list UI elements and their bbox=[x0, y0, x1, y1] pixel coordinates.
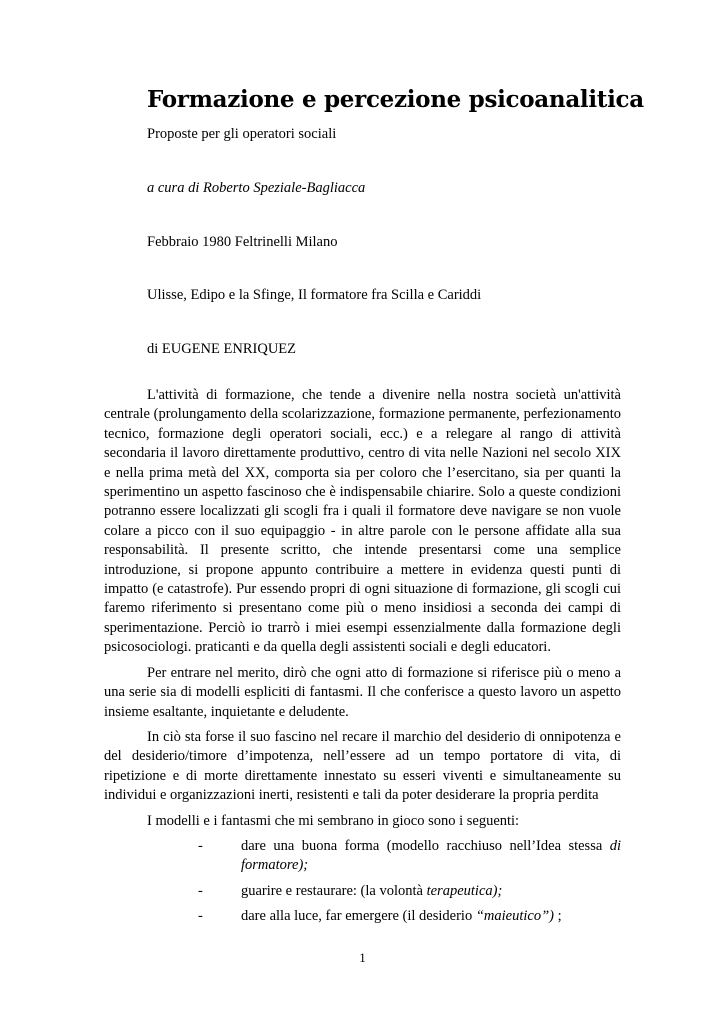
list-dash: - bbox=[198, 882, 203, 899]
editor-line: a cura di Roberto Speziale-Bagliacca bbox=[147, 180, 366, 196]
paragraph: In ciò sta forse il suo fascino nel recare il marchio del desiderio di onnipotenza e del desiderio/timore d’impotenza, nell’essere ad un tempo portatore di vita, di ripetizione e di morte direttamente innestato su esseri viventi e simultaneamente su individui e organizzazioni inerti, resistenti e tali da poter desiderare la propria perdita bbox=[104, 728, 621, 804]
paragraph: L'attività di formazione, che tende a divenire nella nostra società un'attività centrale (prolungamento della scolarizzazione, formazione permanente, perfezionamento tecnico, formazione degli operatori sociali, ecc.) e a relegare al rango di attività secondaria il lavoro direttamente produttivo, centro di vita nelle Nazioni nel secolo XIX e nella prima metà del XX, comporta sia per coloro che l’esercitano, sia per quanti la sperimentino un aspetto fascinoso che è indispensabile chiarire. Solo a queste condizioni potranno essere localizzati gli scogli fra i quali il formatore deve navigare se non vuole colare a picco con il suo equipaggio - in altre parole con le persone affidate alla sua responsabilità. Il presente scritto, che intende presentarsi come una semplice introduzione, si propone appunto contribuire a mettere in evidenza questi punti di impatto (e catastrofe). Pur essendo propri di ogni situazione di formazione, gli scogli cui faremo riferimento si presentano come più o meno insidiosi a seconda dei campi di sperimentazione. Perciò io trarrò i miei esempi essenzialmente dalla formazione degli psicosociologi. praticanti e da quella degli assistenti sociali e degli educatori. bbox=[104, 387, 621, 656]
list-item-italic: terapeutica); bbox=[426, 882, 503, 899]
document-body bbox=[104, 386, 621, 933]
list-item bbox=[104, 907, 621, 926]
author-line: di EUGENE ENRIQUEZ bbox=[147, 341, 297, 357]
paragraph: Per entrare nel merito, dirò che ogni atto di formazione si riferisce più o meno a una serie sia di modelli espliciti di fantasmi. Il che conferisce a questo lavoro un aspetto insieme esaltante, inquietante e deludente. bbox=[104, 664, 621, 720]
list-item-suffix: ; bbox=[553, 908, 562, 925]
list-item-text: guarire e restaurare: (la volontà bbox=[241, 882, 427, 899]
list-item bbox=[104, 837, 621, 876]
list-item bbox=[104, 882, 621, 901]
document-subtitle: Proposte per gli operatori sociali bbox=[147, 126, 337, 142]
chapter-title: Ulisse, Edipo e la Sfinge, Il formatore fra Scilla e Cariddi bbox=[147, 287, 482, 303]
document-title: Formazione e percezione psicoanalitica bbox=[147, 86, 644, 113]
publication-line: Febbraio 1980 Feltrinelli Milano bbox=[147, 234, 338, 250]
list-item-italic: di formatore); bbox=[241, 837, 621, 874]
list-dash: - bbox=[198, 837, 203, 854]
paragraph: I modelli e i fantasmi che mi sembrano in gioco sono i seguenti: bbox=[147, 812, 520, 829]
models-list bbox=[104, 837, 621, 927]
page-number: 1 bbox=[359, 950, 366, 965]
list-item-text: dare una buona forma (modello racchiuso nell’Idea stessa bbox=[241, 837, 610, 854]
list-item-italic: “maieutico”) bbox=[475, 908, 554, 925]
list-dash: - bbox=[198, 908, 203, 925]
list-item-text: dare alla luce, far emergere (il desiderio bbox=[241, 908, 476, 925]
